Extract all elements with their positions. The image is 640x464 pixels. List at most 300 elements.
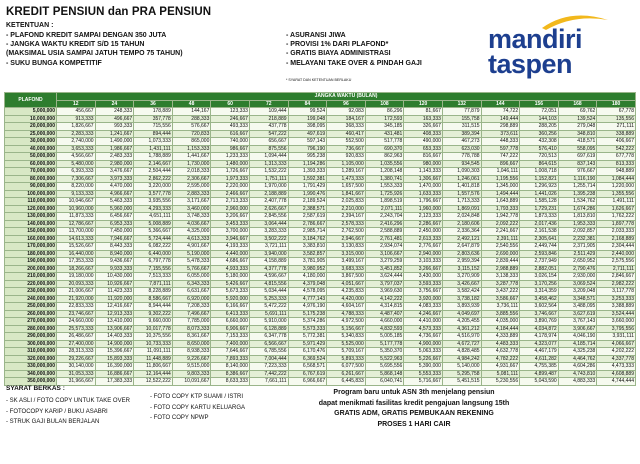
installment-cell: 6,456,667: [95, 213, 134, 221]
installment-cell: 279,048: [558, 123, 597, 131]
installment-cell: 490,000: [404, 138, 443, 146]
installment-cell: 4,901,667: [172, 243, 211, 251]
table-row: [5, 235, 636, 243]
term-header: 120: [404, 100, 443, 108]
table-row: [5, 123, 636, 131]
installment-cell: 4,832,593: [365, 325, 404, 333]
installment-cell: 3,524,444: [597, 310, 636, 318]
installment-cell: 4,686,667: [211, 258, 250, 266]
installment-cell: 4,325,000: [172, 228, 211, 236]
installment-cell: 4,743,810: [558, 370, 597, 378]
ketentuan-item: - MELAYANI TAKE OVER & PINDAH GAJI: [286, 59, 422, 67]
installment-cell: 13,906,667: [95, 325, 134, 333]
installment-cell: 4,604,167: [327, 303, 366, 311]
plafond-cell: 250,000,000: [5, 303, 57, 311]
installment-cell: 9,660,000: [134, 318, 173, 326]
installment-cell: 6,906,667: [211, 325, 250, 333]
plafond-cell: 240,000,000: [5, 295, 57, 303]
term-header: 36: [134, 100, 173, 108]
installment-cell: 3,458,462: [520, 295, 559, 303]
installment-cell: 10,733,333: [134, 340, 173, 348]
installment-cell: 542,222: [597, 145, 636, 153]
installment-cell: 5,910,000: [249, 318, 288, 326]
installment-cell: 1,393,333: [288, 168, 327, 176]
installment-cell: 2,588,889: [365, 228, 404, 236]
plafond-cell: 100,000,000: [5, 190, 57, 198]
installment-cell: 4,293,333: [134, 205, 173, 213]
installment-cell: 12,786,667: [57, 220, 96, 228]
installment-cell: 8,940,000: [95, 250, 134, 258]
installment-cell: 2,613,333: [404, 235, 443, 243]
installment-cell: 4,049,697: [442, 310, 481, 318]
plafond-cell: 60,000,000: [5, 160, 57, 168]
installment-cell: 3,736,111: [481, 303, 520, 311]
installment-cell: 218,889: [249, 115, 288, 123]
installment-cell: 7,513,333: [134, 273, 173, 281]
installment-cell: 6,040,741: [365, 378, 404, 386]
installment-cell: 1,480,000: [211, 160, 250, 168]
installment-cell: 7,496,667: [172, 310, 211, 318]
installment-cell: 5,295,758: [442, 370, 481, 378]
installment-cell: 432,308: [520, 138, 559, 146]
installment-cell: 3,270,909: [442, 273, 481, 281]
installment-cell: 248,333: [95, 108, 134, 116]
installment-cell: 3,653,333: [57, 145, 96, 153]
installment-cell: 3,315,000: [327, 250, 366, 258]
installment-cell: 8,140,000: [211, 363, 250, 371]
installment-cell: 948,889: [597, 168, 636, 176]
installment-cell: 2,305,641: [520, 235, 559, 243]
syarat-item: - FOTO COPY KTP SUAMI / ISTRI: [150, 394, 244, 400]
installment-cell: 1,897,778: [597, 220, 636, 228]
installment-cell: 2,123,333: [404, 213, 443, 221]
installment-cell: 690,370: [365, 145, 404, 153]
table-row: [5, 378, 636, 386]
installment-cell: 4,142,222: [365, 295, 404, 303]
installment-cell: 9,515,000: [172, 363, 211, 371]
installment-cell: 4,470,000: [95, 183, 134, 191]
installment-cell: 311,515: [442, 123, 481, 131]
installment-cell: 13,700,000: [57, 228, 96, 236]
installment-cell: 3,797,037: [365, 280, 404, 288]
installment-cell: 27,400,000: [57, 340, 96, 348]
installment-cell: 736,667: [327, 145, 366, 153]
installment-cell: 18,266,667: [57, 265, 96, 273]
installment-cell: 1,431,111: [134, 145, 173, 153]
installment-cell: 4,046,190: [558, 333, 597, 341]
ketentuan-item: - GRATIS BIAYA ADMINISTRASI: [286, 50, 391, 58]
installment-cell: 2,286,667: [404, 220, 443, 228]
installment-cell: 896,667: [481, 160, 520, 168]
installment-cell: 5,340,833: [327, 333, 366, 341]
installment-cell: 437,778: [249, 123, 288, 131]
installment-cell: 408,333: [404, 130, 443, 138]
installment-cell: 3,700,000: [211, 228, 250, 236]
installment-cell: 11,873,333: [57, 213, 96, 221]
installment-cell: 11,806,667: [134, 363, 173, 371]
installment-cell: 2,988,889: [481, 265, 520, 273]
installment-cell: 4,205,455: [442, 318, 481, 326]
installment-cell: 2,790,476: [558, 265, 597, 273]
installment-cell: 298,889: [481, 123, 520, 131]
installment-cell: 6,767,619: [288, 370, 327, 378]
installment-cell: 246,667: [211, 115, 250, 123]
installment-cell: 345,185: [365, 123, 404, 131]
installment-cell: 4,672,727: [442, 340, 481, 348]
installment-cell: 1,960,000: [404, 205, 443, 213]
installment-cell: 3,593,333: [404, 280, 443, 288]
installment-cell: 1,473,333: [327, 175, 366, 183]
installment-cell: 6,128,889: [249, 325, 288, 333]
syarat-item: - FOTO COPY KARTU KELUARGA: [150, 404, 246, 411]
installment-cell: 5,691,111: [249, 310, 288, 318]
installment-cell: 11,920,000: [95, 295, 134, 303]
installment-cell: 5,156,667: [327, 325, 366, 333]
installment-cell: 389,394: [442, 130, 481, 138]
installment-cell: 4,051,667: [327, 280, 366, 288]
installment-cell: 4,464,762: [558, 355, 597, 363]
installment-cell: 1,557,576: [442, 190, 481, 198]
installment-cell: 6,568,571: [288, 363, 327, 371]
installment-cell: 653,333: [404, 145, 443, 153]
installment-cell: 3,931,111: [597, 333, 636, 341]
table-row: [5, 190, 636, 198]
table-row: [5, 303, 636, 311]
plafond-cell: 50,000,000: [5, 153, 57, 161]
installment-cell: 2,960,000: [211, 205, 250, 213]
installment-cell: 7,646,667: [211, 348, 250, 356]
installment-cell: 4,516,970: [442, 333, 481, 341]
installment-cell: 1,035,556: [365, 160, 404, 168]
installment-cell: 2,982,222: [597, 280, 636, 288]
installment-cell: 22,833,333: [57, 303, 96, 311]
table-row: [5, 355, 636, 363]
installment-cell: 2,407,778: [249, 198, 288, 206]
installment-cell: 3,582,857: [288, 250, 327, 258]
installment-cell: 1,898,519: [365, 198, 404, 206]
installment-cell: 4,966,667: [95, 190, 134, 198]
table-row: [5, 340, 636, 348]
ketentuan-label: KETENTUAN :: [6, 22, 54, 29]
table-row: [5, 115, 636, 123]
installment-cell: 5,177,778: [365, 340, 404, 348]
installment-cell: 1,380,741: [365, 175, 404, 183]
installment-cell: 3,476,667: [95, 168, 134, 176]
table-row: [5, 348, 636, 356]
table-row: [5, 318, 636, 326]
installment-cell: 720,833: [172, 130, 211, 138]
installment-cell: 552,500: [327, 138, 366, 146]
installment-cell: 865,000: [172, 138, 211, 146]
installment-cell: 1,793,333: [481, 205, 520, 213]
term-header: 108: [365, 100, 404, 108]
term-header: 60: [211, 100, 250, 108]
installment-cell: 697,619: [558, 153, 597, 161]
installment-cell: 2,946,667: [327, 235, 366, 243]
installment-cell: 5,034,444: [249, 288, 288, 296]
plafond-cell: 170,000,000: [5, 243, 57, 251]
installment-cell: 3,026,154: [520, 273, 559, 281]
installment-cell: 4,483,333: [481, 340, 520, 348]
installment-cell: 6,660,000: [211, 318, 250, 326]
installment-cell: 8,938,333: [172, 348, 211, 356]
installment-cell: 1,094,444: [249, 153, 288, 161]
installment-cell: 10,017,778: [134, 325, 173, 333]
table-row: [5, 250, 636, 258]
table-row: [5, 153, 636, 161]
installment-cell: 2,713,333: [211, 198, 250, 206]
installment-cell: 1,553,333: [365, 183, 404, 191]
installment-cell: 2,786,667: [288, 220, 327, 228]
installment-cell: 10,375,556: [134, 333, 173, 341]
table-row: [5, 273, 636, 281]
installment-cell: 5,709,167: [327, 348, 366, 356]
installment-cell: 2,243,704: [365, 213, 404, 221]
installment-cell: 6,055,000: [172, 273, 211, 281]
installment-cell: 1,713,333: [442, 198, 481, 206]
installment-cell: 4,788,333: [327, 310, 366, 318]
installment-cell: 1,762,222: [597, 213, 636, 221]
installment-cell: 3,893,939: [442, 303, 481, 311]
installment-cell: 4,473,333: [597, 363, 636, 371]
installment-cell: 5,971,429: [288, 340, 327, 348]
installment-cell: 3,383,810: [288, 243, 327, 251]
table-row: [5, 310, 636, 318]
table-row: [5, 265, 636, 273]
installment-cell: 3,946,667: [211, 235, 250, 243]
installment-cell: 3,890,769: [520, 318, 559, 326]
installment-cell: 986,667: [211, 145, 250, 153]
installment-cell: 1,990,476: [288, 190, 327, 198]
installment-cell: 2,595,000: [172, 183, 211, 191]
installment-cell: 2,940,000: [404, 250, 443, 258]
installment-cell: 3,885,556: [481, 310, 520, 318]
installment-cell: 3,502,222: [249, 235, 288, 243]
installment-cell: 6,445,833: [327, 378, 366, 386]
installment-cell: 6,797,778: [134, 258, 173, 266]
installment-cell: 1,788,889: [134, 153, 173, 161]
installment-cell: 3,348,571: [558, 295, 597, 303]
installment-cell: 3,064,444: [249, 220, 288, 228]
plafond-cell: 210,000,000: [5, 273, 57, 281]
installment-cell: 3,106,667: [365, 250, 404, 258]
installment-cell: 1,729,231: [520, 205, 559, 213]
installment-cell: 976,667: [558, 168, 597, 176]
installment-cell: 8,073,333: [172, 325, 211, 333]
installment-cell: 2,930,000: [558, 273, 597, 281]
installment-cell: 4,377,778: [249, 265, 288, 273]
installment-cell: 139,524: [558, 115, 597, 123]
installment-cell: 10,960,000: [57, 205, 96, 213]
installment-cell: 1,986,667: [95, 145, 134, 153]
term-header: 24: [95, 100, 134, 108]
term-header: 72: [249, 100, 288, 108]
installment-cell: 7,893,333: [211, 355, 250, 363]
term-group-header: JANGKA WAKTU (BULAN): [57, 93, 636, 101]
brand-line1: mandiri: [488, 24, 583, 54]
installment-cell: 74,722: [481, 108, 520, 116]
installment-cell: 2,025,833: [327, 198, 366, 206]
installment-cell: 1,152,821: [520, 175, 559, 183]
installment-cell: 19,180,000: [57, 273, 96, 281]
installment-cell: 6,369,524: [288, 355, 327, 363]
table-row: [5, 288, 636, 296]
plafond-cell: 5,000,000: [5, 108, 57, 116]
installment-cell: 3,488,095: [558, 303, 597, 311]
installment-cell: 2,846,667: [597, 273, 636, 281]
installment-cell: 8,443,333: [95, 243, 134, 251]
plafond-cell: 330,000,000: [5, 363, 57, 371]
installment-cell: 5,478,333: [172, 258, 211, 266]
installment-cell: 1,296,923: [520, 183, 559, 191]
installment-cell: 4,036,667: [172, 220, 211, 228]
installment-cell: 23,746,667: [57, 310, 96, 318]
brand-logo: [480, 6, 630, 86]
plafond-cell: 160,000,000: [5, 235, 57, 243]
installment-cell: 348,810: [558, 130, 597, 138]
installment-cell: 6,966,667: [288, 378, 327, 386]
plafond-cell: 280,000,000: [5, 325, 57, 333]
installment-cell: 12,416,667: [95, 303, 134, 311]
installment-cell: 3,460,000: [172, 205, 211, 213]
plafond-cell: 220,000,000: [5, 280, 57, 288]
installment-cell: 2,711,111: [597, 265, 636, 273]
installment-cell: 4,899,487: [520, 370, 559, 378]
table-row: [5, 205, 636, 213]
installment-cell: 1,255,714: [558, 183, 597, 191]
installment-cell: 326,667: [404, 123, 443, 131]
installment-cell: 2,883,333: [172, 190, 211, 198]
installment-cell: 6,413,333: [211, 310, 250, 318]
plafond-cell: 130,000,000: [5, 213, 57, 221]
syarat-label: SYARAT BERKAS :: [6, 385, 65, 392]
installment-cell: 2,504,444: [134, 168, 173, 176]
installment-cell: 406,667: [597, 138, 636, 146]
installment-cell: 3,287,778: [481, 280, 520, 288]
table-row: [5, 160, 636, 168]
installment-cell: 3,069,524: [558, 280, 597, 288]
installment-cell: 1,289,167: [327, 168, 366, 176]
installment-cell: 2,092,857: [558, 228, 597, 236]
ketentuan-item: - PROVISI 1% DARI PLAFOND*: [286, 41, 389, 49]
installment-cell: 1,008,718: [520, 168, 559, 176]
installment-cell: 13,410,000: [95, 318, 134, 326]
installment-cell: 2,761,481: [365, 235, 404, 243]
installment-cell: 8,650,000: [172, 340, 211, 348]
plafond-cell: 270,000,000: [5, 318, 57, 326]
installment-cell: 4,815,556: [249, 280, 288, 288]
installment-cell: 467,273: [442, 138, 481, 146]
installment-cell: 2,394,167: [327, 213, 366, 221]
installment-cell: 448,333: [481, 138, 520, 146]
installment-cell: 3,721,111: [249, 243, 288, 251]
installment-cell: 456,667: [57, 108, 96, 116]
installment-cell: 8,386,667: [211, 370, 250, 378]
installment-cell: 10,926,667: [95, 280, 134, 288]
installment-cell: 5,253,333: [249, 295, 288, 303]
plafond-cell: 110,000,000: [5, 198, 57, 206]
installment-cell: 7,442,222: [249, 370, 288, 378]
installment-cell: 373,611: [481, 130, 520, 138]
installment-cell: 11,448,889: [134, 355, 173, 363]
installment-cell: 3,253,333: [597, 295, 636, 303]
installment-cell: 3,795,556: [597, 325, 636, 333]
table-row: [5, 220, 636, 228]
plafond-cell: 90,000,000: [5, 183, 57, 191]
table-row: [5, 370, 636, 378]
installment-cell: 894,444: [134, 130, 173, 138]
installment-cell: 1,208,148: [365, 168, 404, 176]
installment-cell: 2,071,111: [365, 205, 404, 213]
installment-cell: 3,138,333: [481, 273, 520, 281]
installment-cell: 4,083,333: [404, 303, 443, 311]
installment-cell: 5,140,000: [442, 363, 481, 371]
installment-cell: 3,430,000: [404, 273, 443, 281]
plafond-cell: 320,000,000: [5, 355, 57, 363]
table-row: [5, 138, 636, 146]
installment-cell: 1,220,000: [597, 183, 636, 191]
installment-cell: 418,571: [558, 138, 597, 146]
installment-cell: 4,379,048: [288, 280, 327, 288]
installment-cell: 1,674,286: [558, 205, 597, 213]
installment-cell: 3,867,500: [327, 273, 366, 281]
installment-cell: 199,048: [288, 115, 327, 123]
installment-cell: 9,803,333: [172, 370, 211, 378]
installment-cell: 3,437,222: [481, 288, 520, 296]
installment-cell: 5,230,556: [481, 378, 520, 386]
installment-cell: 597,778: [481, 145, 520, 153]
installment-cell: 2,737,949: [520, 258, 559, 266]
plafond-cell: 30,000,000: [5, 138, 57, 146]
installment-cell: 3,314,359: [520, 288, 559, 296]
installment-cell: 2,092,222: [481, 220, 520, 228]
installment-cell: 24,660,000: [57, 318, 96, 326]
installment-cell: 288,205: [520, 123, 559, 131]
installment-cell: 15,526,667: [57, 243, 96, 251]
installment-cell: 6,566,667: [249, 340, 288, 348]
installment-cell: 4,440,000: [211, 250, 250, 258]
installment-cell: 4,573,333: [404, 325, 443, 333]
installment-cell: 5,190,000: [172, 250, 211, 258]
plafond-cell: 80,000,000: [5, 175, 57, 183]
table-row: [5, 295, 636, 303]
installment-cell: 1,532,222: [249, 168, 288, 176]
installment-cell: 5,553,333: [404, 370, 443, 378]
installment-cell: 11,423,333: [95, 288, 134, 296]
installment-cell: 4,613,333: [172, 235, 211, 243]
table-row: [5, 175, 636, 183]
installment-cell: 2,440,000: [597, 250, 636, 258]
plafond-cell: 310,000,000: [5, 348, 57, 356]
installment-cell: 2,018,333: [172, 168, 211, 176]
installment-cell: 4,202,222: [597, 348, 636, 356]
installment-cell: 2,220,000: [211, 183, 250, 191]
installment-cell: 81,667: [404, 108, 443, 116]
plafond-cell: 200,000,000: [5, 265, 57, 273]
installment-cell: 1,942,778: [481, 213, 520, 221]
installment-cell: 123,333: [211, 108, 250, 116]
installment-cell: 3,115,152: [442, 265, 481, 273]
table-row: [5, 198, 636, 206]
installment-cell: 99,524: [288, 108, 327, 116]
installment-cell: 5,005,185: [365, 333, 404, 341]
installment-cell: 1,726,667: [211, 168, 250, 176]
installment-cell: 144,167: [172, 108, 211, 116]
installment-cell: 1,796,667: [404, 198, 443, 206]
installment-cell: 3,117,778: [597, 288, 636, 296]
installment-cell: 5,180,000: [211, 273, 250, 281]
installment-cell: 4,736,667: [404, 333, 443, 341]
